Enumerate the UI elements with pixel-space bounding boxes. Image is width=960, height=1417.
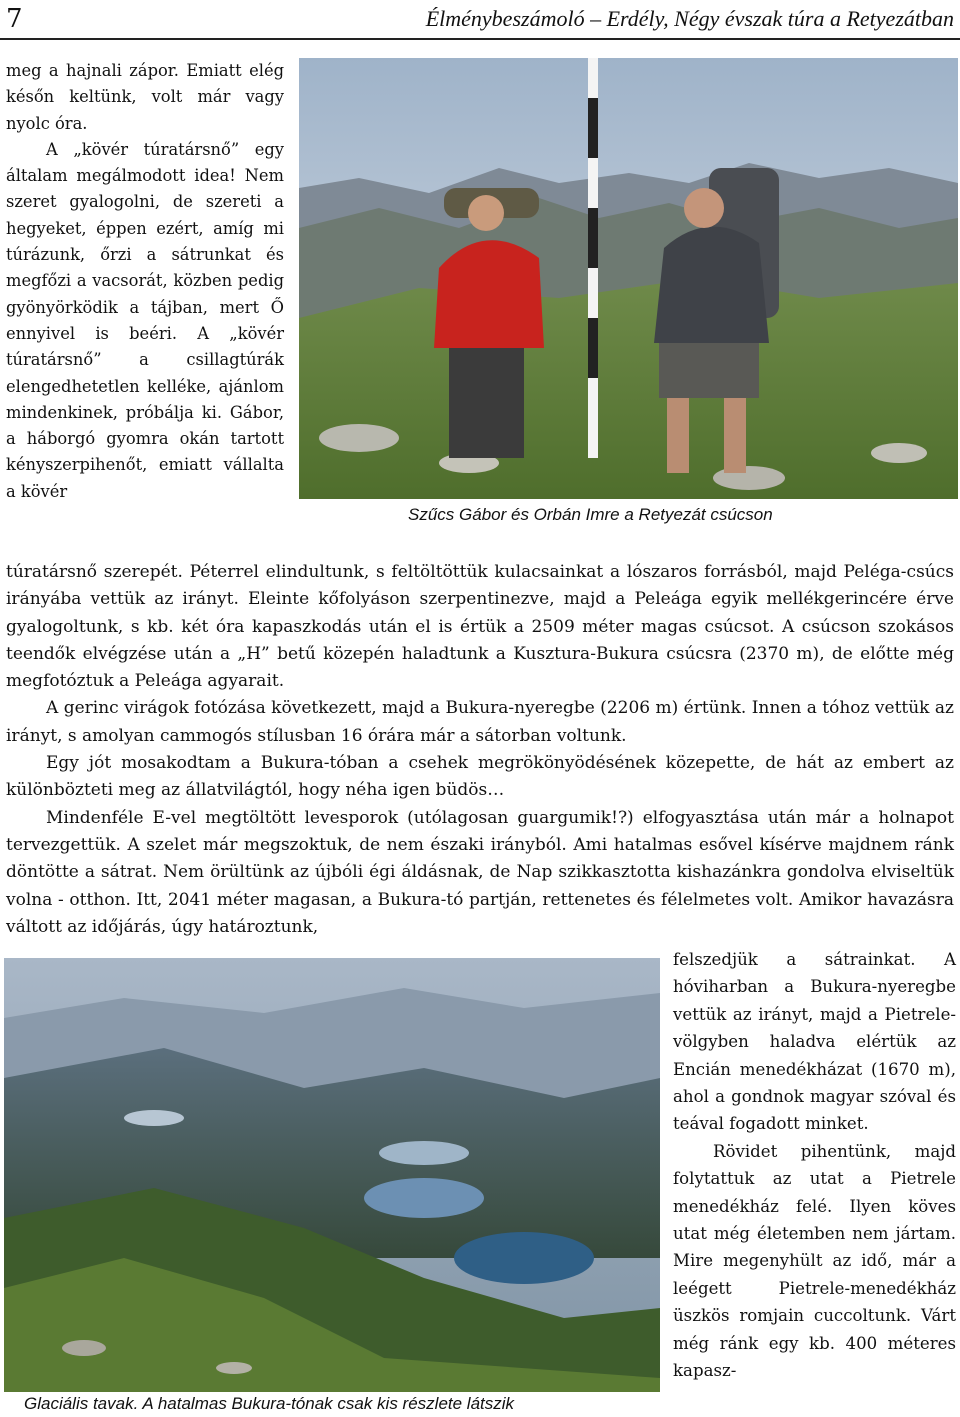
paragraph: Mindenféle E-vel megtöltött levesporok (utólagosan guargumik!?) elfogyasztása után már a holnapot tervezgettük. A szelet már megszoktuk, de nem északi irányból. Ami hatalmas esővel kísérve majdnem ránk döntötte a sátrat. Nem örültünk az újbóli égi áldásnak, de Nap szikkasztotta kishazánkra gondolva elviseltük volna - otthon. Itt, 2041 méter magasan, a Bukura-tó partján, rettenetes és félelmetes volt. Amikor havazásra váltott az időjárás, úgy határoztunk,	[6, 807, 954, 937]
page-number: 7	[6, 4, 23, 34]
lakes-photo	[4, 958, 660, 1392]
paragraph: A „kövér túratársnő” egy általam megálmodott idea! Nem szeret gyalogolni, de szereti a hegyeket, éppen ezért, amíg mi túrázunk, őrzi a sátrunkat és megfőzi a vacsorát, közben pedig gyönyörködik a tájban, mert Ő ennyivel is beéri. A „kövér túratársnő” a csillagtúrák elengedhetetlen kelléke, ajánlom mindenkinek, próbálja ki. Gábor, a háborgó gyomra okán tartott kényszerpihenőt, emiatt vállalta a kövér	[6, 139, 284, 501]
header-rule	[0, 38, 960, 40]
left-text-column	[6, 58, 284, 505]
full-width-text	[6, 559, 954, 941]
top-photo-caption: Szűcs Gábor és Orbán Imre a Retyezát csúcson	[408, 505, 773, 524]
paragraph: meg a hajnali zápor. Emiatt elég későn keltünk, volt már vagy nyolc óra.	[6, 61, 284, 133]
paragraph: túratársnő szerepét. Péterrel elindultunk, s feltöltöttük kulacsainkat a lószaros forrásból, majd Peléga-csúcs irányába vettük az irányt. Eleinte kőfolyáson szerpentinezve, majd a Peleága egyik mellékgerincére érve gyalogoltunk, s kb. két óra kapaszkodás után el is értük a 2509 méter magas csúcsot. A csúcson szokásos teendők elvégzése után a „H” betű közepén haladtunk a Kusztura-Bukura csúcsra (2370 m), de előtte még megfotóztuk a Peleága agyarait.	[6, 562, 954, 692]
paragraph: felszedjük a sátrainkat. A hóviharban a Bukura-nyeregbe vettük az irányt, majd a Pietrele-völgyben haladva elértük az Encián menedékházat (1670 m), ahol a gondnok magyar szóval és teával fogadott minket.	[673, 950, 956, 1134]
right-text-column	[673, 946, 956, 1385]
paragraph: Rövidet pihentünk, majd folytattuk az utat a Pietrele menedékház felé. Ilyen köves utat még életemben nem jártam. Mire megenyhült az idő, már a leégett Pietrele-menedékház üszkös romjain cuccoltunk. Várt még ránk egy kb. 400 méteres kapasz-	[673, 1141, 956, 1381]
page-header	[0, 0, 960, 40]
paragraph: Egy jót mosakodtam a Bukura-tóban a csehek megrökönyödésének közepette, de hát az embert az különbözteti meg az állatvilágtól, hogy néha igen büdös…	[6, 753, 954, 801]
running-title: Élménybeszámoló – Erdély, Négy évszak túra a Retyezátban	[425, 6, 954, 31]
paragraph: A gerinc virágok fotózása következett, majd a Bukura-nyeregbe (2206 m) értünk. Innen a tóhoz vettük az irányt, s amolyan cammogós stílusban 16 órára már a sátorban voltunk.	[6, 698, 954, 746]
bottom-photo-caption: Glaciális tavak. A hatalmas Bukura-tónak csak kis részlete látszik	[24, 1394, 515, 1413]
summit-photo-image	[299, 58, 958, 499]
lakes-photo-image	[4, 958, 660, 1392]
summit-photo	[299, 58, 958, 499]
